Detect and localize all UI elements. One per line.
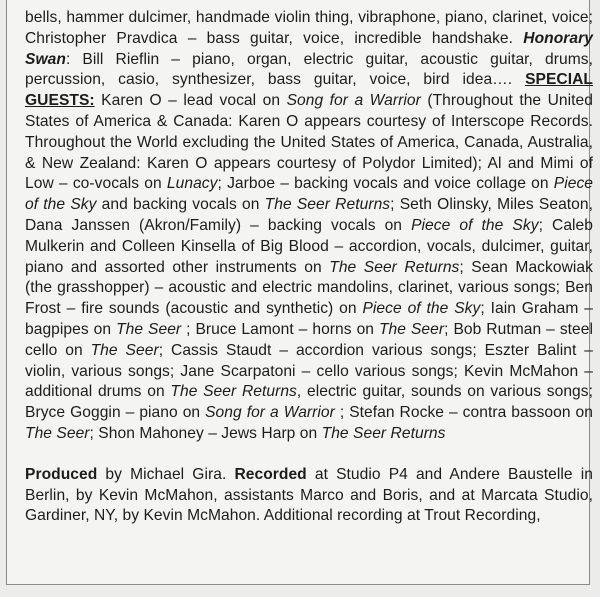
guest-credit-text: ; Jarboe – backing vocals and voice collage on: [217, 175, 554, 193]
recorded-label: Recorded: [234, 465, 307, 483]
song-title: Lunacy: [166, 175, 218, 193]
guest-credit-text: ; Bob Rutman – steel cello on: [25, 320, 594, 359]
guest-credit-text: ; Bruce Lamont – horns on: [181, 320, 379, 338]
instrument-list-text: bells, hammer dulcimer, handmade violin thing, vibraphone, piano, clarinet, voice; Christopher Pravdica – bass guitar, voice, incredible handshake.: [25, 9, 593, 47]
song-title: Piece of the Sky: [362, 300, 481, 318]
guest-credit-text: ; Sean Mackowiak (the grasshopper) – acoustic and electric mandolins, clarinet, various songs; Ben Frost – fire sounds (acoustic and synthetic) on: [25, 258, 593, 318]
song-title: Piece of the Sky: [25, 175, 594, 214]
song-title: Piece of the Sky: [411, 216, 539, 234]
song-title: The Seer: [90, 341, 159, 359]
song-title: The Seer Returns: [329, 258, 460, 276]
song-title: The Seer: [25, 424, 90, 442]
guest-credit-text: ; Iain Graham – bagpipes on: [25, 300, 593, 338]
guest-credit-text: ; Stefan Rocke – contra bassoon on: [334, 404, 593, 422]
song-title: The Seer: [116, 320, 182, 338]
song-title: The Seer Returns: [321, 424, 446, 442]
special-guests-heading: SPECIAL GUESTS:: [25, 71, 593, 110]
musician-credits-paragraph: [25, 8, 593, 445]
song-title: The Seer Returns: [170, 383, 297, 401]
guest-credit-text: ; Cassis Staudt – accordion various songs; Eszter Balint – violin, various songs; Jane Scarpatoni – cello various songs; Kevin McMahon – additional drums on: [25, 341, 594, 401]
guest-credit-text: Karen O – lead vocal on: [94, 92, 287, 110]
guest-credit-text: (Throughout the United States of America & Canada: Karen O appears courtesy of Interscope Records. Throughout the World excluding the United States of America, Canada, Australia, & New Zealand: Karen O appears courtesy of Polydor Limited); Al and Mimi of Low – co-vocals on: [25, 92, 593, 193]
honorary-swan-heading: Honorary Swan: [25, 29, 593, 68]
produced-label: Produced: [25, 465, 98, 483]
song-title: Song for a Warrior: [205, 404, 335, 422]
production-credits-paragraph: [25, 465, 593, 527]
liner-notes-panel: [6, 0, 594, 585]
guest-credit-text: ; Seth Olinsky, Miles Seaton, Dana Janssen (Akron/Family) – backing vocals on: [25, 196, 594, 234]
guest-credit-text: ; Caleb Mulkerin and Colleen Kinsella of Big Blood – accordion, vocals, dulcimer, guitar, piano and assorted other instruments on: [25, 216, 594, 276]
song-title: The Seer: [378, 320, 445, 338]
guest-credit-text: ; Shon Mahoney – Jews Harp on: [89, 424, 322, 442]
liner-notes-text: [25, 8, 593, 527]
producer-credit: by Michael Gira.: [97, 465, 235, 483]
honorary-swan-credit: : Bill Rieflin – piano, organ, electric guitar, acoustic guitar, drums, percussion, casio, synthesizer, bass guitar, voice, bird idea….: [25, 50, 593, 89]
song-title: The Seer Returns: [264, 196, 391, 214]
guest-credit-text: and backing vocals on: [96, 196, 265, 214]
recording-credit: at Studio P4 and Andere Baustelle in Berlin, by Kevin McMahon, assistants Marco and Boris, and at Marcata Studio, Gardiner, NY, by Kevin McMahon. Additional recording at Trout Recording,: [25, 465, 593, 525]
guest-credit-text: , electric guitar, sounds on various songs; Bryce Goggin – piano on: [25, 383, 593, 422]
song-title: Song for a Warrior: [286, 92, 421, 110]
